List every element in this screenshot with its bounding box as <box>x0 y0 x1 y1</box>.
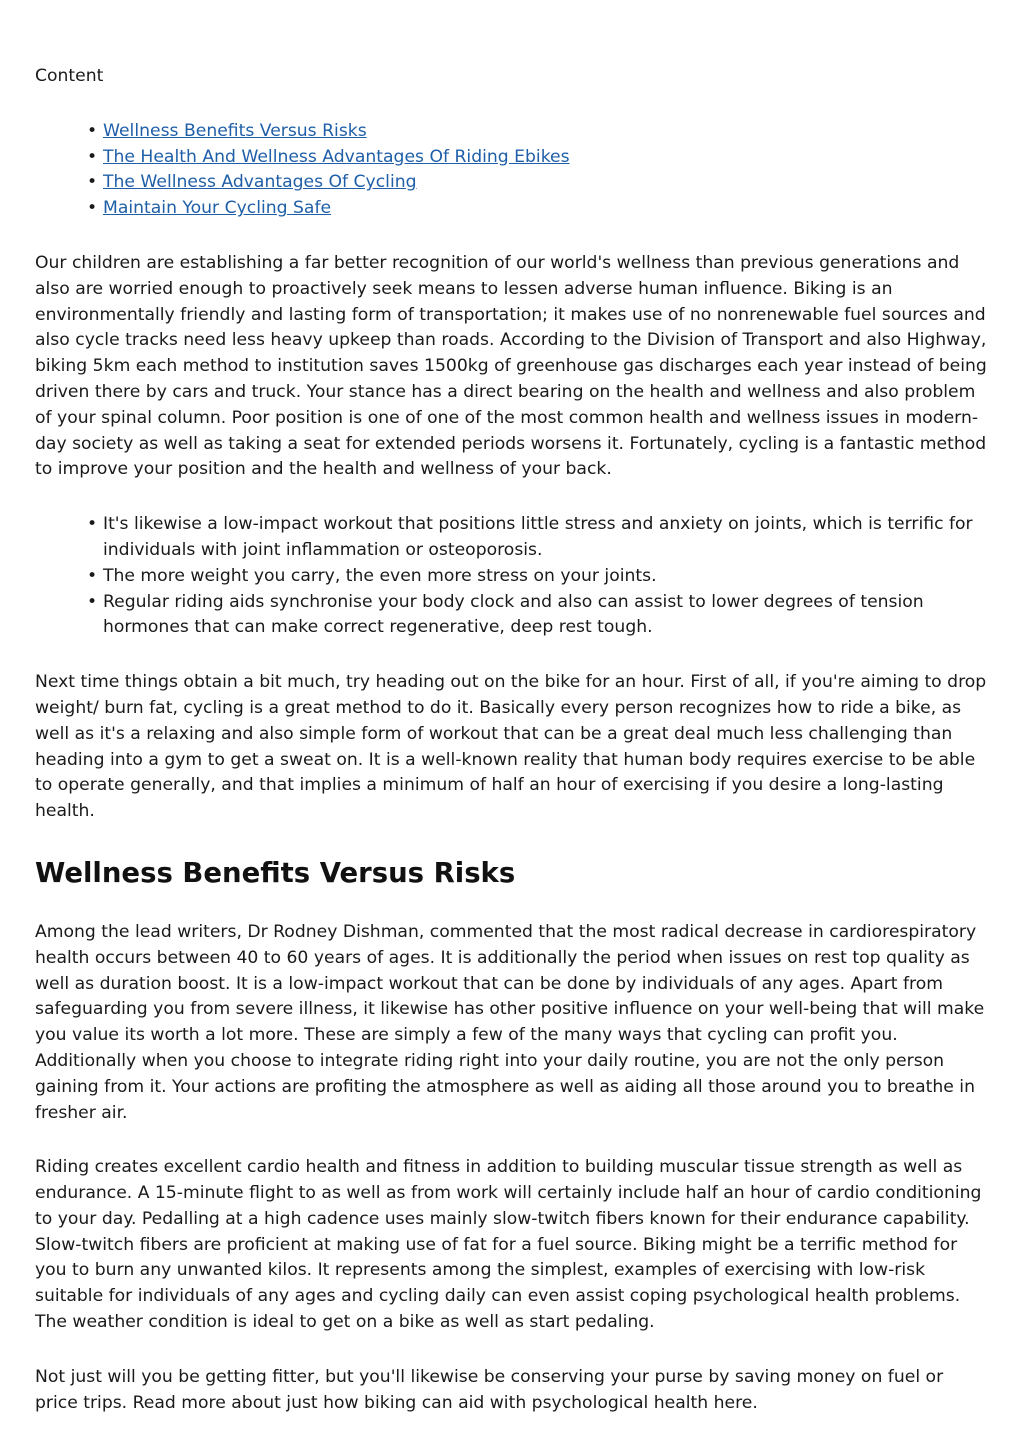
section-paragraph: Among the lead writers, Dr Rodney Dishman, commented that the most radical decrease in cardiorespiratory health occurs between 40 to 60 years of ages. It is additionally the period when issues on rest top quality as well as duration boost. It is a low-impact workout that can be done by individuals of any ages. Apart from safeguarding you from severe illness, it likewise has other positive influence on your well-being that will make you value its worth a lot more. These are simply a few of the many ways that cycling can profit you. Additionally when you choose to integrate riding right into your daily routine, you are not the only person gaining from it. Your actions are profiting the atmosphere as well as aiding all those around you to breathe in fresher air. <box>35 921 985 1123</box>
bullet: • <box>87 146 98 167</box>
content-label: Content <box>35 66 104 86</box>
bullet: • <box>87 565 98 586</box>
toc-item <box>87 145 990 171</box>
section-heading: Wellness Benefits Versus Risks <box>35 856 516 889</box>
toc-link-riding-ebikes[interactable]: The Health And Wellness Advantages Of Riding Ebikes <box>103 146 570 167</box>
toc-link-wellness-benefits[interactable]: Wellness Benefits Versus Risks <box>103 120 367 141</box>
toc-link-advantages-of-cycling[interactable]: The Wellness Advantages Of Cycling <box>103 172 417 193</box>
list-item-text: It's likewise a low-impact workout that positions little stress and anxiety on joints, which is terrific for individuals with joint inflammation or osteoporosis. <box>103 514 973 560</box>
bullet: • <box>87 172 98 193</box>
list-item <box>87 512 990 564</box>
list-item <box>87 564 990 590</box>
bullet: • <box>87 120 98 141</box>
list-item-text: The more weight you carry, the even more stress on your joints. <box>103 565 657 586</box>
bullet: • <box>87 198 98 219</box>
bullet: • <box>87 514 98 535</box>
section-paragraph: Not just will you be getting fitter, but you'll likewise be conserving your purse by saving money on fuel or price trips. Read more about just how biking can aid with psychological health here. <box>35 1366 944 1413</box>
table-of-contents <box>35 119 990 222</box>
toc-item <box>87 119 990 145</box>
section-paragraph: Riding creates excellent cardio health and fitness in addition to building muscular tissue strength as well as endurance. A 15-minute flight to as well as from work will certainly include half an hour of cardio conditioning to your day. Pedalling at a high cadence uses mainly slow-twitch fibers known for their endurance capability. Slow-twitch fibers are proficient at making use of fat for a fuel source. Biking might be a terrific method for you to burn any unwanted kilos. It represents among the simplest, examples of exercising with low-risk suitable for individuals of any ages and cycling daily can even assist coping psychological health problems. The weather condition is ideal to get on a bike as well as start pedaling. <box>35 1157 982 1333</box>
next-time-paragraph: Next time things obtain a bit much, try heading out on the bike for an hour. First of all, if you're aiming to drop weight/ burn fat, cycling is a great method to do it. Basically every person recognizes how to ride a bike, as well as it's a relaxing and also simple form of workout that can be a great deal much less challenging than heading into a gym to get a sweat on. It is a well-known reality that human body requires exercise to be able to operate generally, and that implies a minimum of half an hour of exercising if you desire a long-lasting health. <box>35 672 987 822</box>
bullet: • <box>87 591 98 612</box>
toc-item <box>87 196 990 222</box>
benefits-list <box>35 512 990 641</box>
toc-link-cycling-safe[interactable]: Maintain Your Cycling Safe <box>103 198 332 219</box>
toc-item <box>87 170 990 196</box>
list-item <box>87 590 990 642</box>
list-item-text: Regular riding aids synchronise your body clock and also can assist to lower degrees of tension hormones that can make correct regenerative, deep rest tough. <box>103 591 924 638</box>
intro-paragraph: Our children are establishing a far better recognition of our world's wellness than previous generations and also are worried enough to proactively seek means to lessen adverse human influence. Biking is an environmentally friendly and lasting form of transportation; it makes use of no nonrenewable fuel sources and also cycle tracks need less heavy upkeep than roads. According to the Division of Transport and also Highway, biking 5km each method to institution saves 1500kg of greenhouse gas discharges each year instead of being driven there by cars and truck. Your stance has a direct bearing on the health and wellness and also problem of your spinal column. Poor position is one of one of the most common health and wellness issues in modern-day society as well as taking a seat for extended periods worsens it. Fortunately, cycling is a fantastic method to improve your position and the health and wellness of your back. <box>35 252 987 480</box>
